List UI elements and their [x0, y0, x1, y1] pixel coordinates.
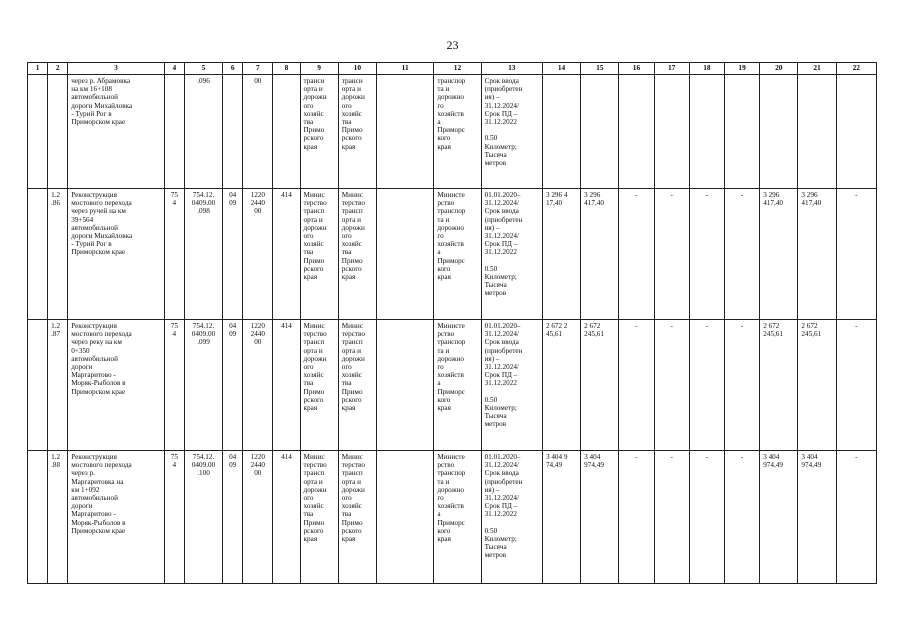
cell-col-20: 3 296 417,40	[760, 189, 798, 320]
col-header: 7	[243, 63, 273, 75]
cell-col-14: 3 404 9 74,49	[542, 451, 580, 584]
col-header: 8	[273, 63, 300, 75]
cell-col-2: 1.2 .87	[48, 320, 68, 451]
cell-col-15	[581, 75, 619, 189]
cell-col-7: 1220 2440 00	[243, 451, 273, 584]
cell-col-10: транси орта и дорожн ого хозяйс тва Примо рского края	[338, 75, 376, 189]
cell-col-5: 754.12. 0409.00 .099	[184, 320, 222, 451]
cell-col-3: Реконструкция мостового перехода через р. Маргаритовка на км 1+092 автомобильной дороги Маргаритово - Моряк-Рыболов в Приморском крае	[68, 451, 165, 584]
cell-col-2	[48, 75, 68, 189]
col-header: 17	[654, 63, 689, 75]
cell-col-20	[760, 75, 798, 189]
cell-col-17: -	[654, 189, 689, 320]
cell-col-11	[376, 75, 433, 189]
cell-col-19: -	[724, 451, 759, 584]
cell-col-22: -	[836, 189, 876, 320]
cell-col-6: 04 09	[223, 451, 243, 584]
table-row	[28, 189, 877, 320]
col-header: 10	[338, 63, 376, 75]
cell-col-16: -	[619, 189, 654, 320]
col-header: 22	[836, 63, 876, 75]
cell-col-22: -	[836, 320, 876, 451]
cell-col-18: -	[689, 189, 724, 320]
col-header: 11	[376, 63, 433, 75]
col-header: 20	[760, 63, 798, 75]
cell-col-7: 1220 2440 00	[243, 189, 273, 320]
page-number: 23	[446, 38, 459, 52]
cell-col-14	[542, 75, 580, 189]
cell-col-18: -	[689, 451, 724, 584]
cell-col-16: -	[619, 451, 654, 584]
table-row	[28, 75, 877, 189]
cell-col-17: -	[654, 451, 689, 584]
cell-col-20: 2 672 245,61	[760, 320, 798, 451]
cell-col-2: 1.2 .86	[48, 189, 68, 320]
cell-col-18	[689, 75, 724, 189]
cell-col-15: 3 404 974,49	[581, 451, 619, 584]
col-header: 21	[798, 63, 836, 75]
cell-col-20: 3 404 974,49	[760, 451, 798, 584]
cell-col-16: -	[619, 320, 654, 451]
cell-col-16	[619, 75, 654, 189]
cell-col-5: .096	[184, 75, 222, 189]
cell-col-5: 754.12. 0409.00 .098	[184, 189, 222, 320]
cell-col-13: Срок ввода (приобретен ия) – 31.12.2024/ Срок ПД – 31.12.2022 0.50 Километр; Тысяча метров	[481, 75, 542, 189]
col-header: 5	[184, 63, 222, 75]
cell-col-6: 04 09	[223, 320, 243, 451]
col-header: 15	[581, 63, 619, 75]
cell-col-2: 1.2 .88	[48, 451, 68, 584]
cell-col-17	[654, 75, 689, 189]
col-header: 1	[28, 63, 48, 75]
cell-col-3: Реконструкция мостового перехода через реку на км 0+350 автомобильной дороги Маргаритово - Моряк-Рыболов в Приморском крае	[68, 320, 165, 451]
col-header: 2	[48, 63, 68, 75]
cell-col-13: 01.01.2020– 31.12.2024/ Срок ввода (приобретен ия) – 31.12.2024/ Срок ПД – 31.12.2022 0.50 Километр; Тысяча метров	[481, 189, 542, 320]
cell-col-19: -	[724, 320, 759, 451]
cell-col-21: 3 296 417,40	[798, 189, 836, 320]
cell-col-9: Минис терство трансп орта и дорожн ого хозяйс тва Примо рского края	[300, 320, 338, 451]
cell-col-15: 3 296 417,40	[581, 189, 619, 320]
cell-col-1	[28, 320, 48, 451]
cell-col-14: 2 672 2 45,61	[542, 320, 580, 451]
col-header: 3	[68, 63, 165, 75]
col-header: 6	[223, 63, 243, 75]
cell-col-19	[724, 75, 759, 189]
cell-col-9: Минис терство трансп орта и дорожн ого хозяйс тва Примо рского края	[300, 189, 338, 320]
cell-col-9: транси орта и дорожн ого хозяйс тва Примо рского края	[300, 75, 338, 189]
cell-col-4: 75 4	[164, 320, 184, 451]
cell-col-17: -	[654, 320, 689, 451]
cell-col-8: 414	[273, 320, 300, 451]
cell-col-22: -	[836, 451, 876, 584]
table-row	[28, 451, 877, 584]
cell-col-4: 75 4	[164, 451, 184, 584]
cell-col-13: 01.01.2020– 31.12.2024/ Срок ввода (приобретен ия) – 31.12.2024/ Срок ПД – 31.12.2022 0.50 Километр; Тысяча метров	[481, 320, 542, 451]
col-header: 9	[300, 63, 338, 75]
cell-col-10: Минис терство трансп орта и дорожн ого хозяйс тва Примо рского края	[338, 320, 376, 451]
cell-col-12: Министе рство транспор та и дорожно го хозяйств а Приморс кого края	[434, 451, 481, 584]
cell-col-18: -	[689, 320, 724, 451]
cell-col-9: Минис терство трансп орта и дорожн ого хозяйс тва Примо рского края	[300, 451, 338, 584]
cell-col-11	[376, 189, 433, 320]
cell-col-12: транспор та и дорожно го хозяйств а Приморс кого края	[434, 75, 481, 189]
cell-col-4: 75 4	[164, 189, 184, 320]
cell-col-8	[273, 75, 300, 189]
cell-col-1	[28, 75, 48, 189]
cell-col-3: через р. Абрамовка на км 16+108 автомобильной дороги Михайловка - Турий Рог в Приморском крае	[68, 75, 165, 189]
cell-col-1	[28, 189, 48, 320]
cell-col-11	[376, 320, 433, 451]
cell-col-6	[223, 75, 243, 189]
cell-col-21	[798, 75, 836, 189]
cell-col-10: Минис терство трансп орта и дорожн ого хозяйс тва Примо рского края	[338, 451, 376, 584]
col-header: 18	[689, 63, 724, 75]
cell-col-15: 2 672 245,61	[581, 320, 619, 451]
cell-col-14: 3 296 4 17,40	[542, 189, 580, 320]
cell-col-5: 754.12. 0409.00 .100	[184, 451, 222, 584]
cell-col-6: 04 09	[223, 189, 243, 320]
col-header: 16	[619, 63, 654, 75]
cell-col-21: 3 404 974,49	[798, 451, 836, 584]
cell-col-8: 414	[273, 451, 300, 584]
register-table	[27, 62, 877, 584]
table-row	[28, 320, 877, 451]
col-header: 14	[542, 63, 580, 75]
cell-col-7: 1220 2440 00	[243, 320, 273, 451]
cell-col-1	[28, 451, 48, 584]
cell-col-7: 00	[243, 75, 273, 189]
cell-col-22	[836, 75, 876, 189]
cell-col-13: 01.01.2020– 31.12.2024/ Срок ввода (приобретен ия) – 31.12.2024/ Срок ПД – 31.12.2022 0.50 Километр; Тысяча метров	[481, 451, 542, 584]
cell-col-21: 2 672 245,61	[798, 320, 836, 451]
cell-col-3: Реконструкция мостового перехода через ручей на км 39+564 автомобильной дороги Михайловка - Турий Рог в Приморском крае	[68, 189, 165, 320]
col-header: 12	[434, 63, 481, 75]
cell-col-12: Министе рство транспор та и дорожно го хозяйств а Приморс кого края	[434, 320, 481, 451]
col-header: 19	[724, 63, 759, 75]
column-number-header	[28, 63, 877, 75]
cell-col-10: Минис терство трансп орта и дорожн ого хозяйс тва Примо рского края	[338, 189, 376, 320]
cell-col-12: Министе рство транспор та и дорожно го хозяйств а Приморс кого края	[434, 189, 481, 320]
cell-col-8: 414	[273, 189, 300, 320]
col-header: 13	[481, 63, 542, 75]
cell-col-11	[376, 451, 433, 584]
cell-col-19: -	[724, 189, 759, 320]
col-header: 4	[164, 63, 184, 75]
cell-col-4	[164, 75, 184, 189]
